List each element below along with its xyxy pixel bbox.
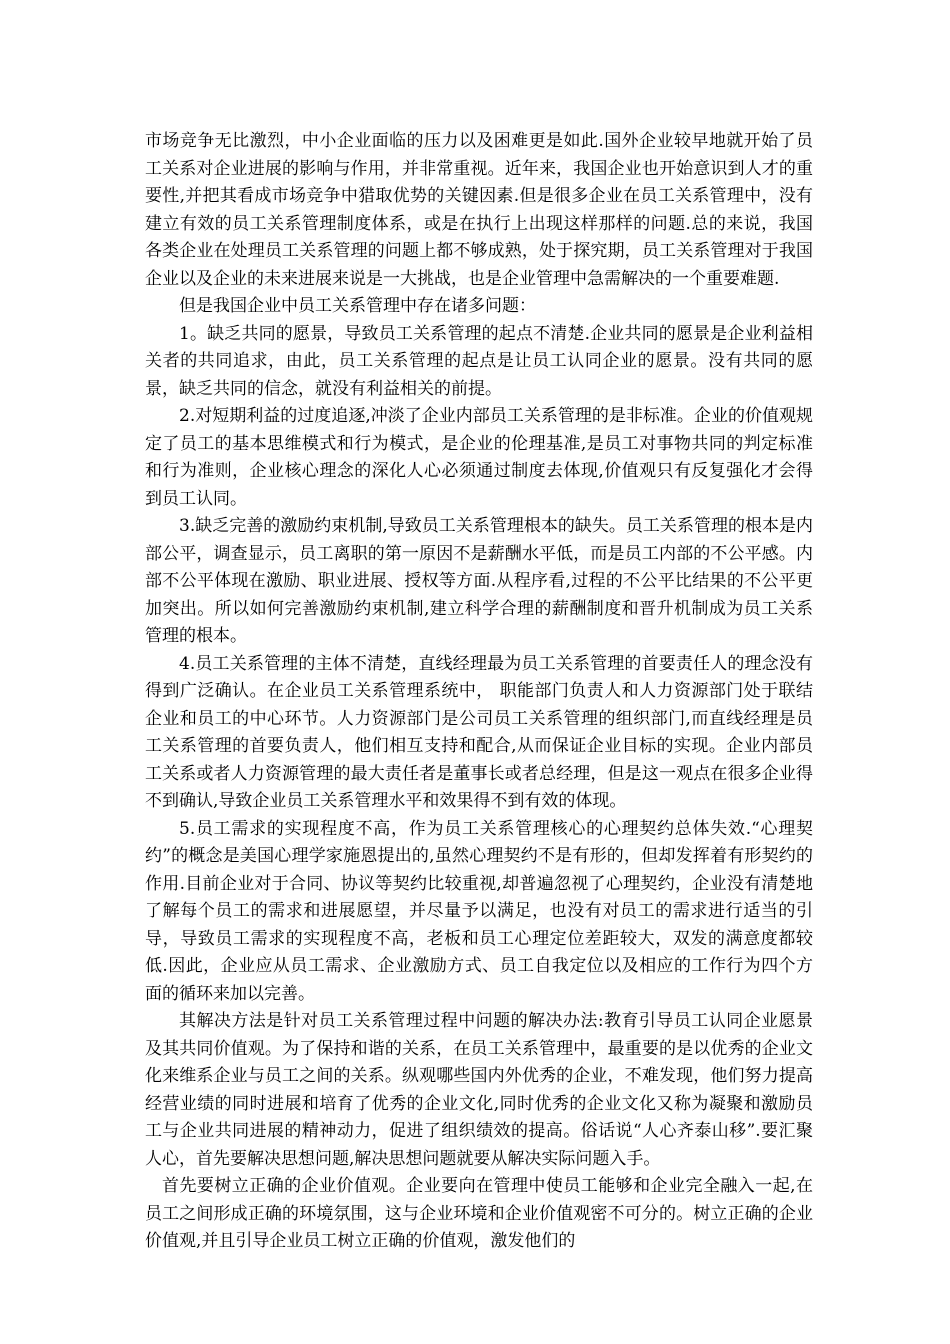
- paragraph-problems-heading: 但是我国企业中员工关系管理中存在诸多问题：: [179, 296, 536, 316]
- paragraph-intro: 市场竞争无比激烈，中小企业面临的压力以及困难更是如此.国外企业较早地就开始了员工关系对企业进展的影响与作用，并非常重视。近年来，我国企业也开始意识到人才的重要性,并把其看成市场竞争中猎取优势的关键因素.但是很多企业在员工关系管理中，没有建立有效的员工关系管理制度体系，或是在执行上出现这样那样的问题.总的来说，我国各类企业在处理员工关系管理的问题上都不够成熟，处于探究期，员工关系管理对于我国企业以及企业的未来进展来说是一大挑战，也是企业管理中急需解决的一个重要难题.: [145, 131, 813, 289]
- paragraph-problem-2: 2.对短期利益的过度追逐,冲淡了企业内部员工关系管理的是非标准。企业的价值观规定了员工的基本思维模式和行为模式，是企业的伦理基准,是员工对事物共同的判定标准和行为准则，企业核心理念的深化人心必须通过制度去体现,价值观只有反复强化才会得到员工认同。: [145, 406, 813, 509]
- paragraph-problem-1: 1。缺乏共同的愿景，导致员工关系管理的起点不清楚.企业共同的愿景是企业利益相关者的共同追求，由此，员工关系管理的起点是让员工认同企业的愿景。没有共同的愿景，缺乏共同的信念，就没有利益相关的前提。: [145, 323, 813, 399]
- paragraph-problem-5: 5.员工需求的实现程度不高，作为员工关系管理核心的心理契约总体失效.“心理契约”的概念是美国心理学家施恩提出的,虽然心理契约不是有形的，但却发挥着有形契约的作用.目前企业对于合同、协议等契约比较重视,却普遍忽视了心理契约，企业没有清楚地了解每个员工的需求和进展愿望，并尽量予以满足，也没有对员工的需求进行适当的引导，导致员工需求的实现程度不高，老板和员工心理定位差距较大，双发的满意度都较低.因此，企业应从员工需求、企业激励方式、员工自我定位以及相应的工作行为四个方面的循环来加以完善。: [145, 818, 813, 1004]
- paragraph-problem-3: 3.缺乏完善的激励约束机制,导致员工关系管理根本的缺失。员工关系管理的根本是内部公平，调查显示，员工离职的第一原因不是薪酬水平低，而是员工内部的不公平感。内部不公平体现在激励、职业进展、授权等方面.从程序看,过程的不公平比结果的不公平更加突出。所以如何完善激励约束机制,建立科学合理的薪酬制度和晋升机制成为员工关系管理的根本。: [145, 516, 813, 646]
- paragraph-problem-4: 4.员工关系管理的主体不清楚，直线经理最为员工关系管理的首要责任人的理念没有得到广泛确认。在企业员工关系管理系统中， 职能部门负责人和人力资源部门处于联结企业和员工的中心环节。人力资源部门是公司员工关系管理的组织部门,而直线经理是员工关系管理的首要负责人，他们相互支持和配合,从而保证企业目标的实现。企业内部员工关系或者人力资源管理的最大责任者是董事长或者总经理，但是这一观点在很多企业得不到确认,导致企业员工关系管理水平和效果得不到有效的体现。: [145, 653, 813, 811]
- document-body: [145, 128, 813, 1256]
- paragraph-values: 首先要树立正确的企业价值观。企业要向在管理中使员工能够和企业完全融入一起,在员工之间形成正确的环境氛围，这与企业环境和企业价值观密不可分的。树立正确的企业价值观,并且引导企业员工树立正确的价值观，激发他们的: [145, 1176, 813, 1251]
- paragraph-solution: 其解决方法是针对员工关系管理过程中问题的解决办法:教育引导员工认同企业愿景及其共同价值观。为了保持和谐的关系，在员工关系管理中，最重要的是以优秀的企业文化来维系企业与员工之间的关系。纵观哪些国内外优秀的企业，不难发现，他们努力提高经营业绩的同时进展和培育了优秀的企业文化,同时优秀的企业文化又称为凝聚和激励员工与企业共同进展的精神动力，促进了组织绩效的提高。俗话说“人心齐泰山移”.要汇聚人心，首先要解决思想问题,解决思想问题就要从解决实际问题入手。: [145, 1011, 813, 1169]
